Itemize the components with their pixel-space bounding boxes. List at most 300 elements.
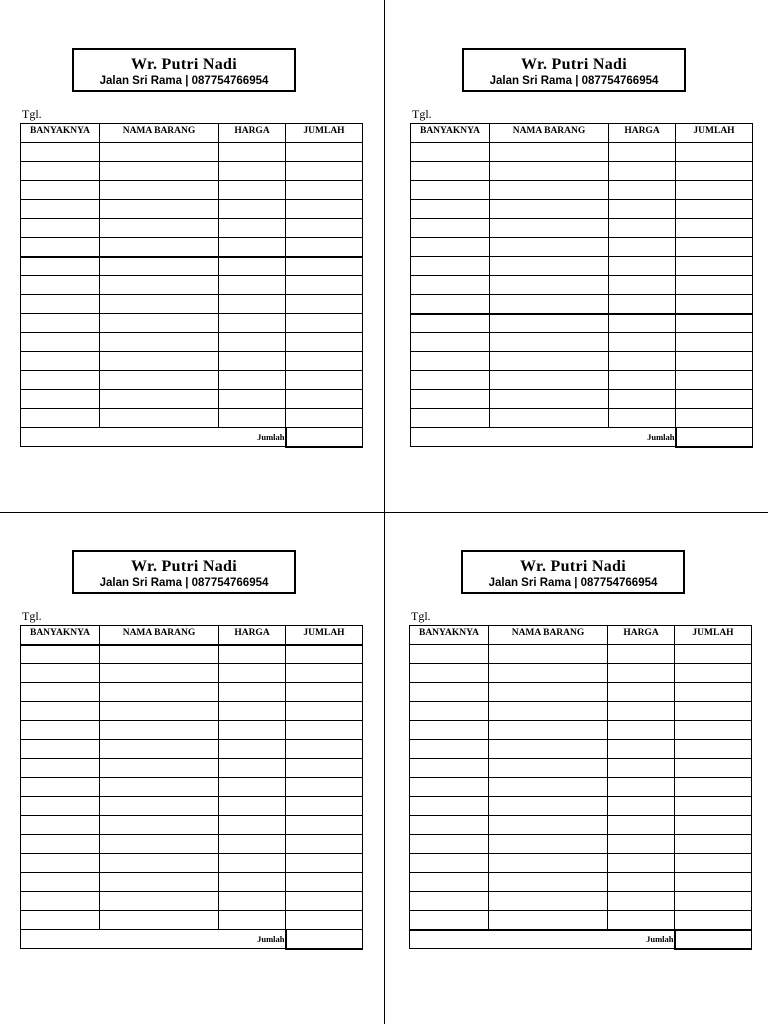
quantity-cell[interactable] <box>410 721 489 740</box>
price-cell[interactable] <box>219 162 286 181</box>
amount-cell[interactable] <box>286 295 363 314</box>
price-cell[interactable] <box>219 911 286 930</box>
quantity-cell[interactable] <box>21 816 100 835</box>
item-row <box>411 352 753 371</box>
item-name-cell[interactable] <box>100 740 219 759</box>
item-name-cell[interactable] <box>490 409 609 428</box>
amount-cell[interactable] <box>286 238 363 257</box>
price-cell[interactable] <box>219 759 286 778</box>
quantity-cell[interactable] <box>21 702 100 721</box>
price-cell[interactable] <box>609 200 676 219</box>
price-cell[interactable] <box>609 181 676 200</box>
item-row <box>411 409 753 428</box>
item-name-cell[interactable] <box>490 257 609 276</box>
amount-cell[interactable] <box>286 219 363 238</box>
amount-cell[interactable] <box>675 816 752 835</box>
price-cell[interactable] <box>608 911 675 930</box>
item-row <box>411 371 753 390</box>
quantity-cell[interactable] <box>21 219 100 238</box>
item-name-cell[interactable] <box>100 645 219 664</box>
amount-cell[interactable] <box>286 835 363 854</box>
amount-cell[interactable] <box>675 664 752 683</box>
quantity-cell[interactable] <box>21 892 100 911</box>
quantity-cell[interactable] <box>411 257 490 276</box>
quantity-cell[interactable] <box>411 276 490 295</box>
item-row <box>410 664 752 683</box>
price-cell[interactable] <box>219 352 286 371</box>
item-name-cell[interactable] <box>490 238 609 257</box>
amount-cell[interactable] <box>675 721 752 740</box>
item-row <box>21 797 363 816</box>
price-cell[interactable] <box>219 854 286 873</box>
amount-cell[interactable] <box>286 759 363 778</box>
price-cell[interactable] <box>219 816 286 835</box>
price-cell[interactable] <box>608 702 675 721</box>
item-name-cell[interactable] <box>100 409 219 428</box>
item-row <box>410 892 752 911</box>
quantity-cell[interactable] <box>21 835 100 854</box>
date-label: Tgl. <box>22 107 42 121</box>
quantity-cell[interactable] <box>21 276 100 295</box>
item-row <box>21 143 363 162</box>
quantity-cell[interactable] <box>411 295 490 314</box>
amount-cell[interactable] <box>676 181 753 200</box>
amount-cell[interactable] <box>286 740 363 759</box>
total-value-cell[interactable] <box>675 930 752 949</box>
amount-cell[interactable] <box>286 721 363 740</box>
quantity-cell[interactable] <box>411 352 490 371</box>
item-name-cell[interactable] <box>489 854 608 873</box>
item-name-cell[interactable] <box>490 276 609 295</box>
amount-cell[interactable] <box>286 645 363 664</box>
total-value-cell[interactable] <box>676 428 753 447</box>
col-header-price: HARGA <box>219 626 286 645</box>
item-name-cell[interactable] <box>100 892 219 911</box>
item-row <box>410 778 752 797</box>
price-cell[interactable] <box>219 721 286 740</box>
quantity-cell[interactable] <box>21 778 100 797</box>
quantity-cell[interactable] <box>21 797 100 816</box>
date-label: Tgl. <box>22 609 42 623</box>
item-row <box>410 740 752 759</box>
item-name-cell[interactable] <box>490 200 609 219</box>
item-name-cell[interactable] <box>100 702 219 721</box>
price-cell[interactable] <box>219 390 286 409</box>
price-cell[interactable] <box>608 816 675 835</box>
item-name-cell[interactable] <box>100 314 219 333</box>
amount-cell[interactable] <box>676 200 753 219</box>
quantity-cell[interactable] <box>411 238 490 257</box>
table-header-row <box>21 626 363 645</box>
item-name-cell[interactable] <box>100 352 219 371</box>
amount-cell[interactable] <box>286 143 363 162</box>
item-name-cell[interactable] <box>489 835 608 854</box>
amount-cell[interactable] <box>675 740 752 759</box>
quantity-cell[interactable] <box>411 409 490 428</box>
price-cell[interactable] <box>219 645 286 664</box>
item-name-cell[interactable] <box>490 352 609 371</box>
item-name-cell[interactable] <box>489 873 608 892</box>
item-name-cell[interactable] <box>100 759 219 778</box>
quantity-cell[interactable] <box>21 257 100 276</box>
quantity-cell[interactable] <box>21 683 100 702</box>
quantity-cell[interactable] <box>21 911 100 930</box>
item-name-cell[interactable] <box>489 797 608 816</box>
item-row <box>21 854 363 873</box>
amount-cell[interactable] <box>676 314 753 333</box>
price-cell[interactable] <box>608 854 675 873</box>
quantity-cell[interactable] <box>410 778 489 797</box>
price-cell[interactable] <box>609 143 676 162</box>
store-address-phone: Jalan Sri Rama | 087754766954 <box>99 75 269 87</box>
amount-cell[interactable] <box>286 352 363 371</box>
quantity-cell[interactable] <box>411 143 490 162</box>
item-row <box>21 352 363 371</box>
quantity-cell[interactable] <box>21 759 100 778</box>
price-cell[interactable] <box>219 409 286 428</box>
items-table <box>409 625 752 950</box>
price-cell[interactable] <box>608 740 675 759</box>
quantity-cell[interactable] <box>410 664 489 683</box>
quantity-cell[interactable] <box>21 873 100 892</box>
price-cell[interactable] <box>219 276 286 295</box>
quantity-cell[interactable] <box>410 740 489 759</box>
total-row <box>21 930 363 949</box>
price-cell[interactable] <box>219 797 286 816</box>
quantity-cell[interactable] <box>411 390 490 409</box>
item-name-cell[interactable] <box>490 219 609 238</box>
amount-cell[interactable] <box>286 702 363 721</box>
item-row <box>411 162 753 181</box>
price-cell[interactable] <box>608 683 675 702</box>
quantity-cell[interactable] <box>411 200 490 219</box>
quantity-cell[interactable] <box>410 873 489 892</box>
amount-cell[interactable] <box>675 873 752 892</box>
store-name: Wr. Putri Nadi <box>131 56 237 73</box>
item-name-cell[interactable] <box>100 219 219 238</box>
amount-cell[interactable] <box>286 409 363 428</box>
price-cell[interactable] <box>608 778 675 797</box>
amount-cell[interactable] <box>675 854 752 873</box>
item-name-cell[interactable] <box>489 683 608 702</box>
amount-cell[interactable] <box>676 390 753 409</box>
price-cell[interactable] <box>219 295 286 314</box>
price-cell[interactable] <box>608 759 675 778</box>
price-cell[interactable] <box>609 314 676 333</box>
col-header-item-name: NAMA BARANG <box>490 124 609 143</box>
quantity-cell[interactable] <box>410 683 489 702</box>
price-cell[interactable] <box>608 835 675 854</box>
quantity-cell[interactable] <box>411 162 490 181</box>
price-cell[interactable] <box>219 333 286 352</box>
item-name-cell[interactable] <box>100 276 219 295</box>
price-cell[interactable] <box>609 352 676 371</box>
total-value-cell[interactable] <box>286 428 363 447</box>
amount-cell[interactable] <box>676 162 753 181</box>
quantity-cell[interactable] <box>21 645 100 664</box>
quantity-cell[interactable] <box>410 645 489 664</box>
item-name-cell[interactable] <box>100 873 219 892</box>
item-row <box>21 759 363 778</box>
price-cell[interactable] <box>608 721 675 740</box>
receipt-form <box>390 0 768 512</box>
price-cell[interactable] <box>219 219 286 238</box>
item-row <box>21 873 363 892</box>
price-cell[interactable] <box>219 873 286 892</box>
amount-cell[interactable] <box>676 238 753 257</box>
amount-cell[interactable] <box>676 371 753 390</box>
item-name-cell[interactable] <box>100 816 219 835</box>
item-name-cell[interactable] <box>489 721 608 740</box>
price-cell[interactable] <box>219 664 286 683</box>
amount-cell[interactable] <box>286 911 363 930</box>
amount-cell[interactable] <box>675 759 752 778</box>
amount-cell[interactable] <box>676 409 753 428</box>
price-cell[interactable] <box>219 238 286 257</box>
amount-cell[interactable] <box>286 797 363 816</box>
amount-cell[interactable] <box>286 854 363 873</box>
store-name: Wr. Putri Nadi <box>520 558 626 575</box>
total-value-cell[interactable] <box>286 930 363 949</box>
store-name: Wr. Putri Nadi <box>521 56 627 73</box>
item-name-cell[interactable] <box>100 797 219 816</box>
quantity-cell[interactable] <box>21 409 100 428</box>
quantity-cell[interactable] <box>21 740 100 759</box>
item-name-cell[interactable] <box>489 645 608 664</box>
quantity-cell[interactable] <box>410 797 489 816</box>
amount-cell[interactable] <box>286 276 363 295</box>
amount-cell[interactable] <box>676 352 753 371</box>
item-name-cell[interactable] <box>489 816 608 835</box>
item-row <box>21 162 363 181</box>
quantity-cell[interactable] <box>21 162 100 181</box>
total-label: Jumlah <box>21 428 286 447</box>
item-row <box>21 238 363 257</box>
amount-cell[interactable] <box>676 257 753 276</box>
amount-cell[interactable] <box>286 873 363 892</box>
price-cell[interactable] <box>219 740 286 759</box>
item-name-cell[interactable] <box>489 702 608 721</box>
item-name-cell[interactable] <box>489 892 608 911</box>
price-cell[interactable] <box>219 683 286 702</box>
price-cell[interactable] <box>219 257 286 276</box>
store-header <box>72 48 296 92</box>
price-cell[interactable] <box>219 371 286 390</box>
item-row <box>410 873 752 892</box>
item-row <box>411 238 753 257</box>
price-cell[interactable] <box>219 143 286 162</box>
store-address-phone: Jalan Sri Rama | 087754766954 <box>489 75 659 87</box>
price-cell[interactable] <box>609 371 676 390</box>
price-cell[interactable] <box>609 390 676 409</box>
item-name-cell[interactable] <box>100 778 219 797</box>
item-name-cell[interactable] <box>490 333 609 352</box>
item-row <box>21 778 363 797</box>
item-name-cell[interactable] <box>100 911 219 930</box>
amount-cell[interactable] <box>286 390 363 409</box>
amount-cell[interactable] <box>676 143 753 162</box>
amount-cell[interactable] <box>675 702 752 721</box>
date-label: Tgl. <box>412 107 432 121</box>
price-cell[interactable] <box>608 664 675 683</box>
item-row <box>410 721 752 740</box>
item-name-cell[interactable] <box>100 181 219 200</box>
store-address-phone: Jalan Sri Rama | 087754766954 <box>99 577 269 589</box>
price-cell[interactable] <box>608 645 675 664</box>
item-name-cell[interactable] <box>100 664 219 683</box>
quantity-cell[interactable] <box>21 664 100 683</box>
amount-cell[interactable] <box>675 683 752 702</box>
item-name-cell[interactable] <box>490 162 609 181</box>
quantity-cell[interactable] <box>410 892 489 911</box>
price-cell[interactable] <box>608 873 675 892</box>
price-cell[interactable] <box>219 835 286 854</box>
item-name-cell[interactable] <box>100 200 219 219</box>
quantity-cell[interactable] <box>21 238 100 257</box>
quantity-cell[interactable] <box>410 759 489 778</box>
price-cell[interactable] <box>608 892 675 911</box>
item-name-cell[interactable] <box>490 390 609 409</box>
amount-cell[interactable] <box>676 219 753 238</box>
amount-cell[interactable] <box>286 200 363 219</box>
item-name-cell[interactable] <box>490 371 609 390</box>
item-row <box>21 702 363 721</box>
item-name-cell[interactable] <box>100 835 219 854</box>
price-cell[interactable] <box>609 295 676 314</box>
item-name-cell[interactable] <box>489 664 608 683</box>
item-name-cell[interactable] <box>489 778 608 797</box>
amount-cell[interactable] <box>675 645 752 664</box>
quantity-cell[interactable] <box>410 835 489 854</box>
item-name-cell[interactable] <box>100 390 219 409</box>
item-name-cell[interactable] <box>100 333 219 352</box>
amount-cell[interactable] <box>675 892 752 911</box>
price-cell[interactable] <box>609 219 676 238</box>
quantity-cell[interactable] <box>410 911 489 930</box>
col-header-price: HARGA <box>608 626 675 645</box>
quantity-cell[interactable] <box>21 295 100 314</box>
quantity-cell[interactable] <box>21 314 100 333</box>
amount-cell[interactable] <box>286 181 363 200</box>
quantity-cell[interactable] <box>21 143 100 162</box>
amount-cell[interactable] <box>676 295 753 314</box>
quantity-cell[interactable] <box>21 181 100 200</box>
price-cell[interactable] <box>219 314 286 333</box>
amount-cell[interactable] <box>286 371 363 390</box>
item-name-cell[interactable] <box>100 238 219 257</box>
item-name-cell[interactable] <box>100 721 219 740</box>
price-cell[interactable] <box>219 892 286 911</box>
quantity-cell[interactable] <box>411 181 490 200</box>
price-cell[interactable] <box>609 238 676 257</box>
amount-cell[interactable] <box>675 797 752 816</box>
item-name-cell[interactable] <box>100 162 219 181</box>
price-cell[interactable] <box>219 200 286 219</box>
quantity-cell[interactable] <box>21 200 100 219</box>
item-name-cell[interactable] <box>100 371 219 390</box>
item-row <box>410 816 752 835</box>
quantity-cell[interactable] <box>411 219 490 238</box>
item-name-cell[interactable] <box>489 759 608 778</box>
price-cell[interactable] <box>608 797 675 816</box>
receipt-form <box>389 502 768 1014</box>
quantity-cell[interactable] <box>411 333 490 352</box>
price-cell[interactable] <box>609 333 676 352</box>
quantity-cell[interactable] <box>21 333 100 352</box>
amount-cell[interactable] <box>286 257 363 276</box>
col-header-quantity: BANYAKNYA <box>21 124 100 143</box>
item-name-cell[interactable] <box>100 683 219 702</box>
item-name-cell[interactable] <box>490 143 609 162</box>
quantity-cell[interactable] <box>411 314 490 333</box>
amount-cell[interactable] <box>675 835 752 854</box>
quantity-cell[interactable] <box>410 816 489 835</box>
item-name-cell[interactable] <box>100 257 219 276</box>
col-header-item-name: NAMA BARANG <box>100 626 219 645</box>
item-name-cell[interactable] <box>100 143 219 162</box>
amount-cell[interactable] <box>286 816 363 835</box>
item-name-cell[interactable] <box>489 740 608 759</box>
amount-cell[interactable] <box>675 911 752 930</box>
price-cell[interactable] <box>219 181 286 200</box>
item-row <box>411 314 753 333</box>
table-header-row <box>410 626 752 645</box>
amount-cell[interactable] <box>676 333 753 352</box>
item-row <box>21 257 363 276</box>
price-cell[interactable] <box>609 409 676 428</box>
amount-cell[interactable] <box>286 314 363 333</box>
amount-cell[interactable] <box>286 664 363 683</box>
item-name-cell[interactable] <box>490 181 609 200</box>
item-name-cell[interactable] <box>489 911 608 930</box>
item-row <box>411 257 753 276</box>
quantity-cell[interactable] <box>21 721 100 740</box>
item-row <box>21 371 363 390</box>
col-header-quantity: BANYAKNYA <box>411 124 490 143</box>
items-table <box>410 123 753 448</box>
amount-cell[interactable] <box>286 892 363 911</box>
quantity-cell[interactable] <box>21 352 100 371</box>
quantity-cell[interactable] <box>411 371 490 390</box>
amount-cell[interactable] <box>286 333 363 352</box>
quantity-cell[interactable] <box>21 854 100 873</box>
item-name-cell[interactable] <box>100 854 219 873</box>
item-name-cell[interactable] <box>490 314 609 333</box>
item-row <box>21 409 363 428</box>
quantity-cell[interactable] <box>410 702 489 721</box>
item-name-cell[interactable] <box>100 295 219 314</box>
total-row <box>21 428 363 447</box>
amount-cell[interactable] <box>675 778 752 797</box>
price-cell[interactable] <box>609 162 676 181</box>
price-cell[interactable] <box>219 778 286 797</box>
item-row <box>21 295 363 314</box>
price-cell[interactable] <box>219 702 286 721</box>
price-cell[interactable] <box>609 276 676 295</box>
amount-cell[interactable] <box>286 778 363 797</box>
amount-cell[interactable] <box>676 276 753 295</box>
item-row <box>21 219 363 238</box>
price-cell[interactable] <box>609 257 676 276</box>
quantity-cell[interactable] <box>21 390 100 409</box>
amount-cell[interactable] <box>286 683 363 702</box>
item-row <box>410 759 752 778</box>
item-name-cell[interactable] <box>490 295 609 314</box>
amount-cell[interactable] <box>286 162 363 181</box>
quantity-cell[interactable] <box>21 371 100 390</box>
quantity-cell[interactable] <box>410 854 489 873</box>
item-row <box>21 314 363 333</box>
